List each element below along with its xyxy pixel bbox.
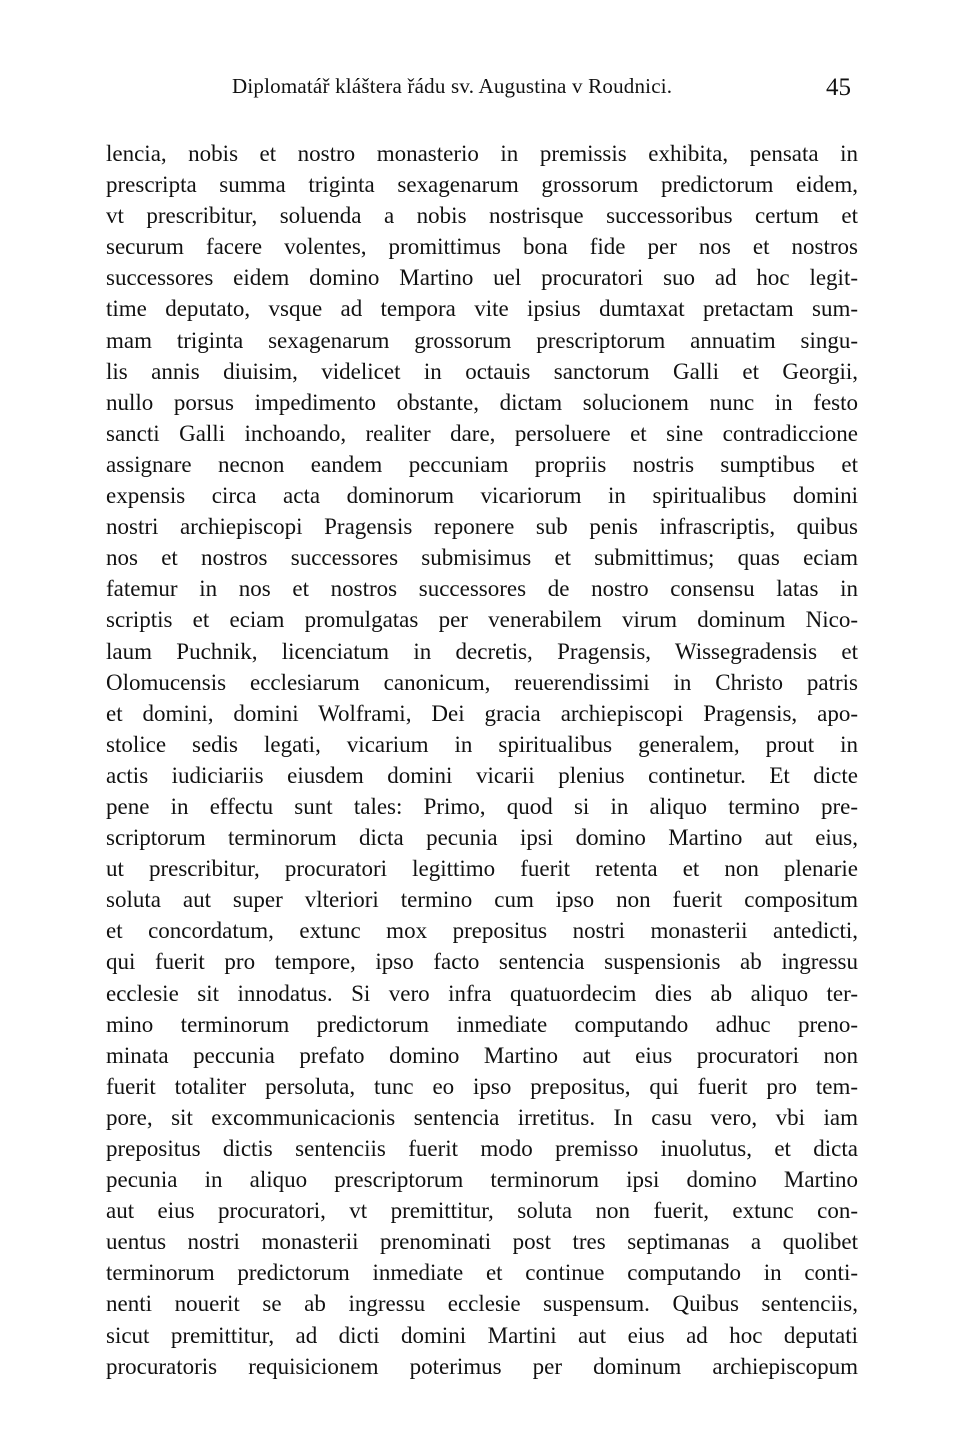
text-line: successores eidem domino Martino uel procuratori suo ad hoc legit- [106,265,858,291]
text-line: pecunia in aliquo prescriptorum terminorum ipsi domino Martino [106,1167,858,1193]
text-line: terminorum predictorum inmediate et continue computando in conti- [106,1260,858,1286]
text-line: uentus nostri monasterii prenominati post tres septimanas a quolibet [106,1229,858,1255]
text-line: scriptorum terminorum dicta pecunia ipsi domino Martino aut eius, [106,825,858,851]
text-line: fatemur in nos et nostros successores de nostro consensu latas in [106,576,858,602]
text-line: fuerit totaliter persoluta, tunc eo ipso prepositus, qui fuerit pro tem- [106,1073,858,1099]
text-line: vt prescribitur, soluenda a nobis nostrisque successoribus certum et [106,203,858,229]
text-line: prescripta summa triginta sexagenarum grossorum predictorum eidem, [106,172,858,198]
body-text [106,138,858,1382]
text-line: stolice sedis legati, vicarium in spiritualibus generalem, prout in [106,731,858,757]
text-line: aut eius procuratori, vt premittitur, soluta non fuerit, extunc con- [106,1198,858,1224]
text-line: expensis circa acta dominorum vicariorum in spiritualibus domini [106,483,858,509]
text-line: et concordatum, extunc mox prepositus nostri monasterii antedicti, [106,918,858,944]
running-head: Diplomatář kláštera řádu sv. Augustina v Roudnici. [232,74,673,98]
text-line: nullo porsus impedimento obstante, dictam solucionem nunc in festo [106,389,858,415]
text-line: et domini, domini Wolframi, Dei gracia archiepiscopi Pragensis, apo- [106,700,858,726]
text-line: sancti Galli inchoando, realiter dare, persoluere et sine contradiccione [106,420,858,446]
text-line: scriptis et eciam promulgatas per venerabilem virum dominum Nico- [106,607,858,633]
text-line: sicut premittitur, ad dicti domini Martini aut eius ad hoc deputati [106,1322,858,1348]
text-line: assignare necnon eandem peccuniam propriis nostris sumptibus et [106,451,858,477]
text-line: lencia, nobis et nostro monasterio in premissis exhibita, pensata in [106,141,858,166]
text-line: Olomucensis ecclesiarum canonicum, reuerendissimi in Christo patris [106,669,858,695]
text-line: laum Puchnik, licenciatum in decretis, Pragensis, Wissegradensis et [106,638,858,664]
text-line: soluta aut super vlteriori termino cum ipso non fuerit compositum [106,887,858,913]
text-line: mam triginta sexagenarum grossorum prescriptorum annuatim singu- [106,327,858,353]
text-line: prepositus dictis sentenciis fuerit modo premisso inuolutus, et dicta [106,1136,858,1161]
text-line: pore, sit excommunicacionis sentencia irretitus. In casu vero, vbi iam [106,1104,858,1130]
text-line: ecclesie sit innodatus. Si vero infra quatuordecim dies ab aliquo ter- [106,980,858,1006]
text-line: actis iudiciariis eiusdem domini vicarii plenius continetur. Et dicte [106,762,858,788]
text-line: nos et nostros successores submisimus et submittimus; quas eciam [106,545,858,571]
text-line: ut prescribitur, procuratori legittimo fuerit retenta et non plenarie [106,856,858,882]
text-line: qui fuerit pro tempore, ipso facto sentencia suspensionis ab ingressu [106,949,858,975]
text-line: procuratoris requisicionem poterimus per dominum archiepiscopum [106,1353,858,1379]
text-line: minata peccunia prefato domino Martino aut eius procuratori non [106,1042,858,1068]
text-line: mino terminorum predictorum inmediate computando adhuc preno- [106,1011,858,1037]
text-line: lis annis diuisim, videlicet in octauis sanctorum Galli et Georgii, [106,358,858,384]
text-line: time deputato, vsque ad tempora vite ipsius dumtaxat pretactam sum- [106,296,858,322]
text-line: pene in effectu sunt tales: Primo, quod si in aliquo termino pre- [106,793,858,819]
text-line: nenti nouerit se ab ingressu ecclesie suspensum. Quibus sentenciis, [106,1291,858,1317]
text-line: securum facere volentes, promittimus bona fide per nos et nostros [106,234,858,260]
page-number: 45 [826,74,851,101]
text-line: nostri archiepiscopi Pragensis reponere sub penis infrascriptis, quibus [106,514,858,540]
